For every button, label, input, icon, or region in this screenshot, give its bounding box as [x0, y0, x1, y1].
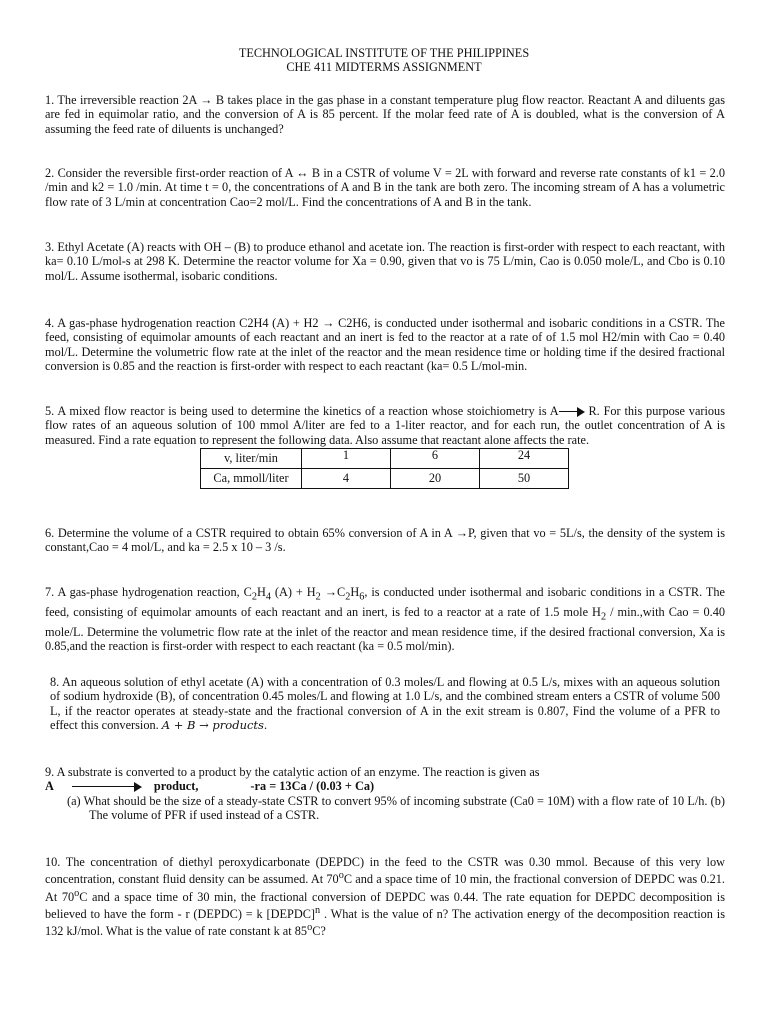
question-3: 3. Ethyl Acetate (A) reacts with OH – (B) to produce ethanol and acetate ion. The reaction is first-order with respect to each reactant, with ka= 0.10 L/mol-s at 298 K. Determine the reactor volume for Xa = 0.90, given that vo is 75 L/min, Cao is 0.050 mole/L, and Cbo is 0.10 mol/L. Assume isothermal, isobaric conditions.	[45, 240, 725, 283]
course-title: CHE 411 MIDTERMS ASSIGNMENT	[286, 60, 482, 74]
question-10	[45, 855, 725, 939]
question-1: 1. The irreversible reaction 2A → B takes place in the gas phase in a constant temperature plug flow reactor. Reactant A and diluents gas are fed in equimolar ratio, and the conversion of A is 85 percent. If the molar feed rate of A is doubled, what is the conversion of A assuming the feed rate of diluents is unchanged?	[45, 93, 725, 136]
q9-reactant: A	[45, 779, 54, 794]
q7-text: 7. A gas-phase hydrogenation reaction, C	[45, 585, 252, 599]
q10-superscript: n	[315, 905, 321, 917]
q9-subquestion: (a) What should be the size of a steady-state CSTR to convert 95% of incoming substrate (Ca0 = 10M) with a flow rate of 10 L/h. (b) The volume of PFR if used instead of a CSTR.	[67, 793, 725, 822]
q7-text: H	[350, 585, 360, 599]
table-row-label: Ca, mmoll/liter	[201, 469, 302, 489]
table-cell: 20	[391, 469, 480, 489]
question-4: 4. A gas-phase hydrogenation reaction C2H4 (A) + H2 → C2H6, is conducted under isothermal and isobaric conditions in a CSTR. The feed, consisting of equimolar amounts of each reactant and an inert is fed to the reactor at a rate of of 1.5 mol H2/min with Cao = 0.40 mol/L. Determine the volumetric flow rate at the inlet of the reactor and the mean residence time or holding time if the desired fractional conversion is 0.85 and the reaction is first-order with respect to each reactant (ka= 0.5 L/mol-min.	[45, 316, 725, 373]
q9-rate-equation	[45, 779, 725, 793]
question-5-text-end: R. For this purpose various flow rates of an aqueous solution of 100 mmol A/liter are fed to a 1-liter reactor, and for each run, the outlet concentration of A is measured. Find a rate equation to represent the following data. Also assume that reactant alone affects the rate.	[45, 404, 725, 447]
q10-text: . What is the value of n? The activation energy of the decomposition reaction is 132 kJ/mol. What is the value of rate constant k at 85	[45, 907, 725, 939]
q9-product: product,	[153, 779, 199, 794]
q7-subscript: 4	[265, 591, 271, 603]
q7-subscript: 6	[359, 591, 365, 603]
q10-text: C?	[312, 924, 326, 939]
table-row-label: v, liter/min	[201, 449, 302, 469]
question-6: 6. Determine the volume of a CSTR required to obtain 65% conversion of A in A →P, given that vo = 5L/s, the density of the system is constant,Cao = 4 mol/L, and ka = 2.5 x 10 – 3 /s.	[45, 526, 725, 555]
table-cell: 24	[480, 449, 569, 469]
document-header	[0, 46, 768, 74]
q8-equation: A + B → products	[161, 717, 264, 732]
reaction-arrow-icon	[72, 782, 142, 792]
q7-text: (A) + H	[270, 585, 316, 599]
table-cell: 50	[480, 469, 569, 489]
q10-text: C and a space time of 10 min, the fractional conversion of DEPDC was 0.21. At 70	[45, 872, 725, 904]
q10-superscript: o	[74, 887, 80, 899]
q8-text-end: .	[263, 717, 268, 732]
q7-text: →C	[320, 585, 346, 599]
q7-text: , is conducted under isothermal and isobaric conditions in a CSTR. The feed, consisting of equimolar amounts of each reactant and an inert, is fed to a reactor at a rate of 1.5 mole H	[45, 585, 725, 619]
table-cell: 6	[391, 449, 480, 469]
q10-text: C and a space time of 30 min, the fractional conversion of DEPDC was 0.44. The rate equation for DEPDC decomposition is believed to have the form - r (DEPDC) = k [DEPDC]	[45, 889, 725, 922]
question-2: 2. Consider the reversible first-order reaction of A ↔ B in a CSTR of volume V = 2L with forward and reverse rate constants of k1 = 2.0 /min and k2 = 1.0 /min. At time t = 0, the concentrations of A and B in the tank are both zero. The incoming stream of A has a volumetric flow rate of 3 L/min at concentration Cao=2 mol/L. Find the concentrations of A and B in the tank.	[45, 166, 725, 209]
question-5	[45, 404, 725, 447]
question-9	[45, 765, 725, 822]
q7-subscript: 2	[315, 591, 321, 603]
q10-superscript: o	[338, 870, 344, 882]
q7-subscript: 2	[251, 591, 257, 603]
table-cell: 1	[302, 449, 391, 469]
table-cell: 4	[302, 469, 391, 489]
rate-data-table	[200, 448, 569, 489]
table-row	[201, 449, 569, 469]
question-8	[50, 675, 720, 732]
q10-text: 10. The concentration of diethyl peroxydicarbonate (DEPDC) in the feed to the CSTR was 0.30 mmol. Because of this very low concentration, constant fluid density can be assumed. At 70	[45, 855, 725, 887]
question-5-text-start: 5. A mixed flow reactor is being used to determine the kinetics of a reaction whose stoichiometry is A	[45, 404, 559, 418]
question-7	[45, 585, 725, 653]
q7-text: H	[256, 585, 266, 599]
reaction-arrow-icon	[559, 407, 585, 417]
q10-superscript: o	[307, 922, 313, 934]
q7-subscript: 2	[345, 591, 351, 603]
q9-rate-expression: -ra = 13Ca / (0.03 + Ca)	[250, 779, 375, 794]
institute-name: TECHNOLOGICAL INSTITUTE OF THE PHILIPPINES	[238, 46, 530, 60]
q8-text: 8. An aqueous solution of ethyl acetate (A) with a concentration of 0.3 moles/L and flowing at 0.5 L/s, mixes with an aqueous solution of sodium hydroxide (B), of concentration 0.45 moles/L and flowing at 1.0 L/s, and the combined stream enters a CSTR of volume 500 L, if the reactor operates at steady-state and the fractional conversion of A in the exit stream is 0.807, Find the volume of a PFR to effect this conversion.	[50, 675, 720, 732]
q7-subscript: 2	[600, 611, 607, 623]
q9-intro: 9. A substrate is converted to a product by the catalytic action of an enzyme. The reaction is given as	[45, 765, 540, 779]
table-row	[201, 469, 569, 489]
q7-text: / min.,with Cao = 0.40 mole/L. Determine the volumetric flow rate at the inlet of the reactor and mean residence time, if the desired fractional conversion, Xa is 0.85,and the reaction is first-order with respect to each reactant (ka = 0.5 mol/min).	[45, 604, 725, 653]
